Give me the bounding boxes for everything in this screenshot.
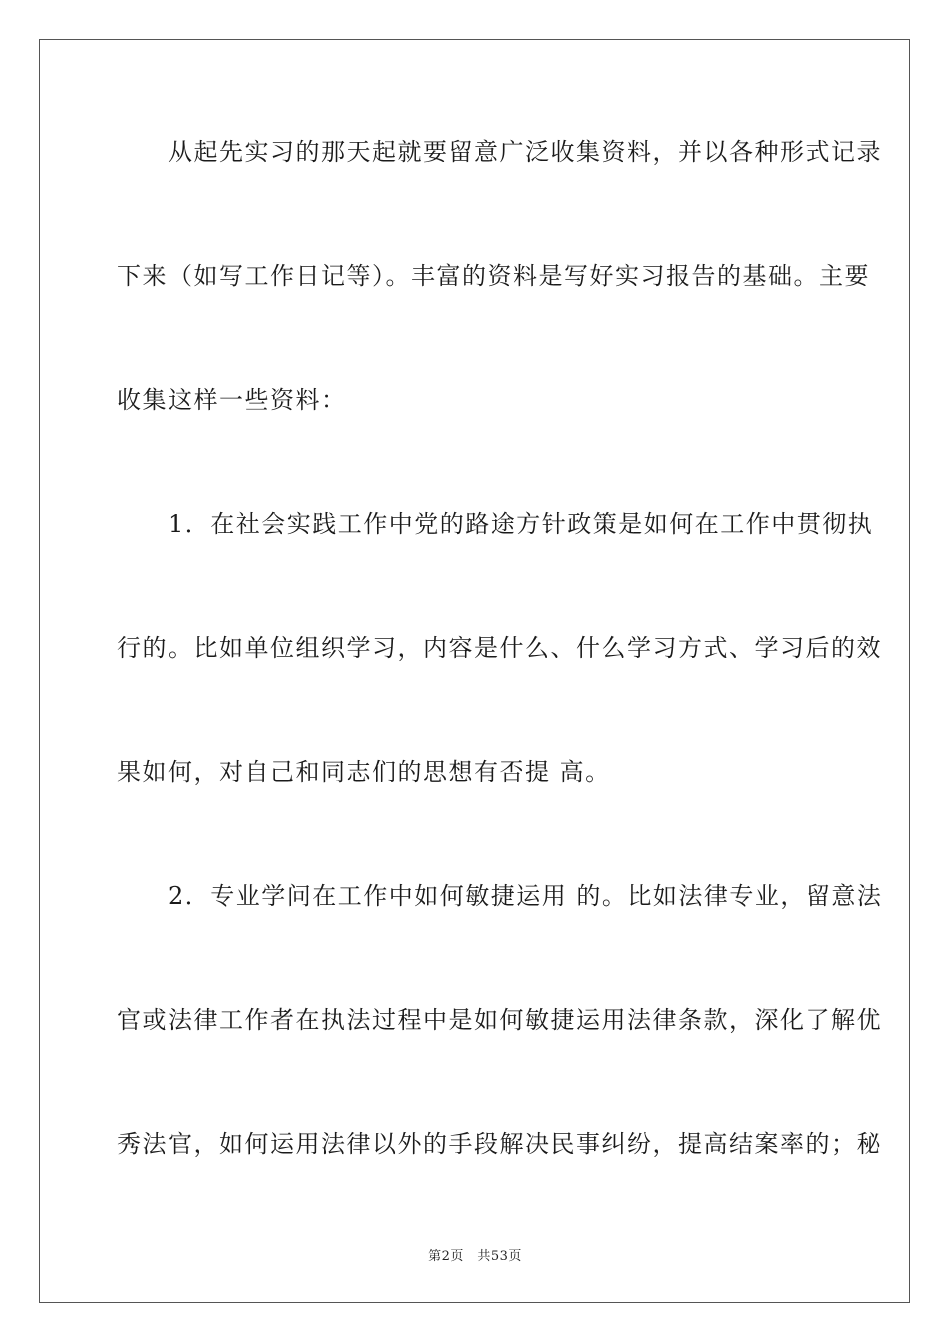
paragraph-2-line-1: 1．在社会实践工作中党的路途方针政策是如何在工作中贯彻执: [117, 510, 874, 538]
paragraph-3-line-2: 官或法律工作者在执法过程中是如何敏捷运用法律条款，深化了解优: [117, 1006, 882, 1034]
paragraph-1-line-2: 下来（如写工作日记等）。丰富的资料是写好实习报告的基础。主要: [117, 262, 870, 290]
paragraph-2-line-2: 行的。比如单位组织学习，内容是什么、什么学习方式、学习后的效: [117, 634, 882, 662]
paragraph-3-line-3: 秀法官，如何运用法律以外的手段解决民事纠纷，提高结案率的；秘: [117, 1130, 882, 1158]
paragraph-1-line-1: 从起先实习的那天起就要留意广泛收集资料，并以各种形式记录: [117, 138, 882, 166]
page-number-footer: 第2页 共53页: [428, 1249, 522, 1264]
paragraph-3-line-1: 2．专业学问在工作中如何敏捷运用 的。比如法律专业，留意法: [117, 882, 883, 910]
page-border: [39, 39, 910, 1303]
paragraph-1-line-3: 收集这样一些资料：: [117, 386, 347, 414]
paragraph-2-line-3: 果如何，对自己和同志们的思想有否提 高。: [117, 758, 611, 786]
